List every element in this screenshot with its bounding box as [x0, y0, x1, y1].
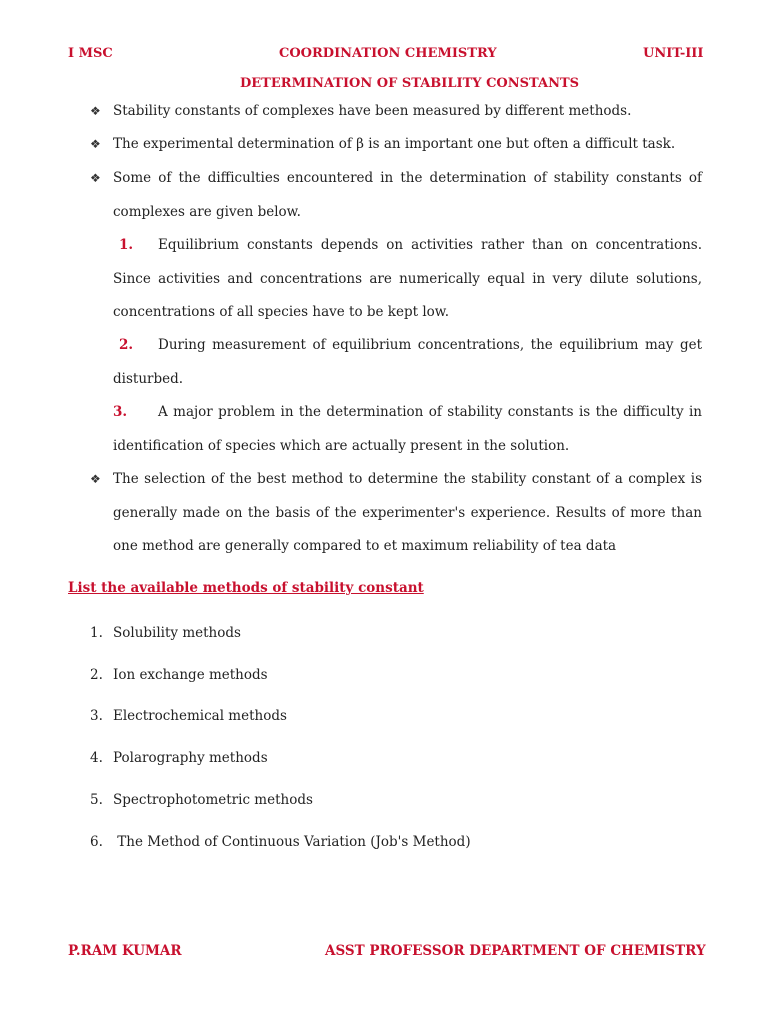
list-text: The Method of Continuous Variation (Job's Method) — [113, 834, 471, 850]
list-number: 3. — [90, 708, 103, 724]
bullet-item — [90, 463, 702, 564]
difficulty-number: 2. — [119, 337, 134, 353]
bullet-text: Stability constants of complexes have been measured by different methods. — [113, 103, 632, 119]
list-number: 2. — [90, 667, 103, 683]
list-item — [90, 750, 268, 766]
page-title: DETERMINATION OF STABILITY CONSTANTS — [240, 76, 580, 91]
list-number: 5. — [90, 792, 103, 808]
methods-heading: List the available methods of stability constant — [68, 580, 424, 596]
diamond-bullet-icon: ❖ — [90, 472, 101, 486]
list-item — [90, 667, 268, 683]
list-number: 1. — [90, 625, 103, 641]
list-text: Ion exchange methods — [113, 667, 268, 683]
difficulty-text: Equilibrium constants depends on activities rather than on concentrations. Since activities and concentrations are numerically equal in very dilute solutions, concentrations of all species have to be kept low. — [113, 237, 702, 320]
difficulty-text: A major problem in the determination of stability constants is the difficulty in identification of species which are actually present in the solution. — [113, 404, 702, 454]
difficulty-item — [113, 229, 702, 330]
bullet-text: The selection of the best method to determine the stability constant of a complex is generally made on the basis of the experimenter's experience. Results of more than one method are generally compared to et maximum reliability of tea data — [113, 471, 702, 554]
bullet-item — [90, 95, 702, 129]
footer-designation: ASST PROFESSOR DEPARTMENT OF CHEMISTRY — [325, 943, 706, 959]
bullet-text: The experimental determination of β is an important one but often a difficult task. — [113, 136, 676, 152]
list-item — [90, 792, 313, 808]
list-item — [90, 834, 471, 850]
header-course: I MSC — [68, 46, 113, 61]
list-item — [90, 625, 241, 641]
list-number: 6. — [90, 834, 103, 850]
bullet-item — [90, 128, 702, 162]
difficulty-number: 3. — [113, 404, 128, 420]
list-item — [90, 708, 287, 724]
list-text: Polarography methods — [113, 750, 268, 766]
footer-author: P.RAM KUMAR — [68, 943, 182, 959]
diamond-bullet-icon: ❖ — [90, 137, 101, 151]
bullet-item — [90, 162, 702, 229]
bullet-text: Some of the difficulties encountered in the determination of stability constants of complexes are given below. — [113, 170, 702, 220]
difficulty-text: During measurement of equilibrium concentrations, the equilibrium may get disturbed. — [113, 337, 702, 387]
list-number: 4. — [90, 750, 103, 766]
header-subject: COORDINATION CHEMISTRY — [279, 46, 497, 61]
list-text: Spectrophotometric methods — [113, 792, 313, 808]
diamond-bullet-icon: ❖ — [90, 104, 101, 118]
difficulty-number: 1. — [119, 237, 134, 253]
difficulty-item — [113, 329, 702, 396]
diamond-bullet-icon: ❖ — [90, 171, 101, 185]
list-text: Solubility methods — [113, 625, 241, 641]
difficulty-item — [113, 396, 702, 463]
list-text: Electrochemical methods — [113, 708, 287, 724]
header-unit: UNIT-III — [643, 46, 704, 61]
